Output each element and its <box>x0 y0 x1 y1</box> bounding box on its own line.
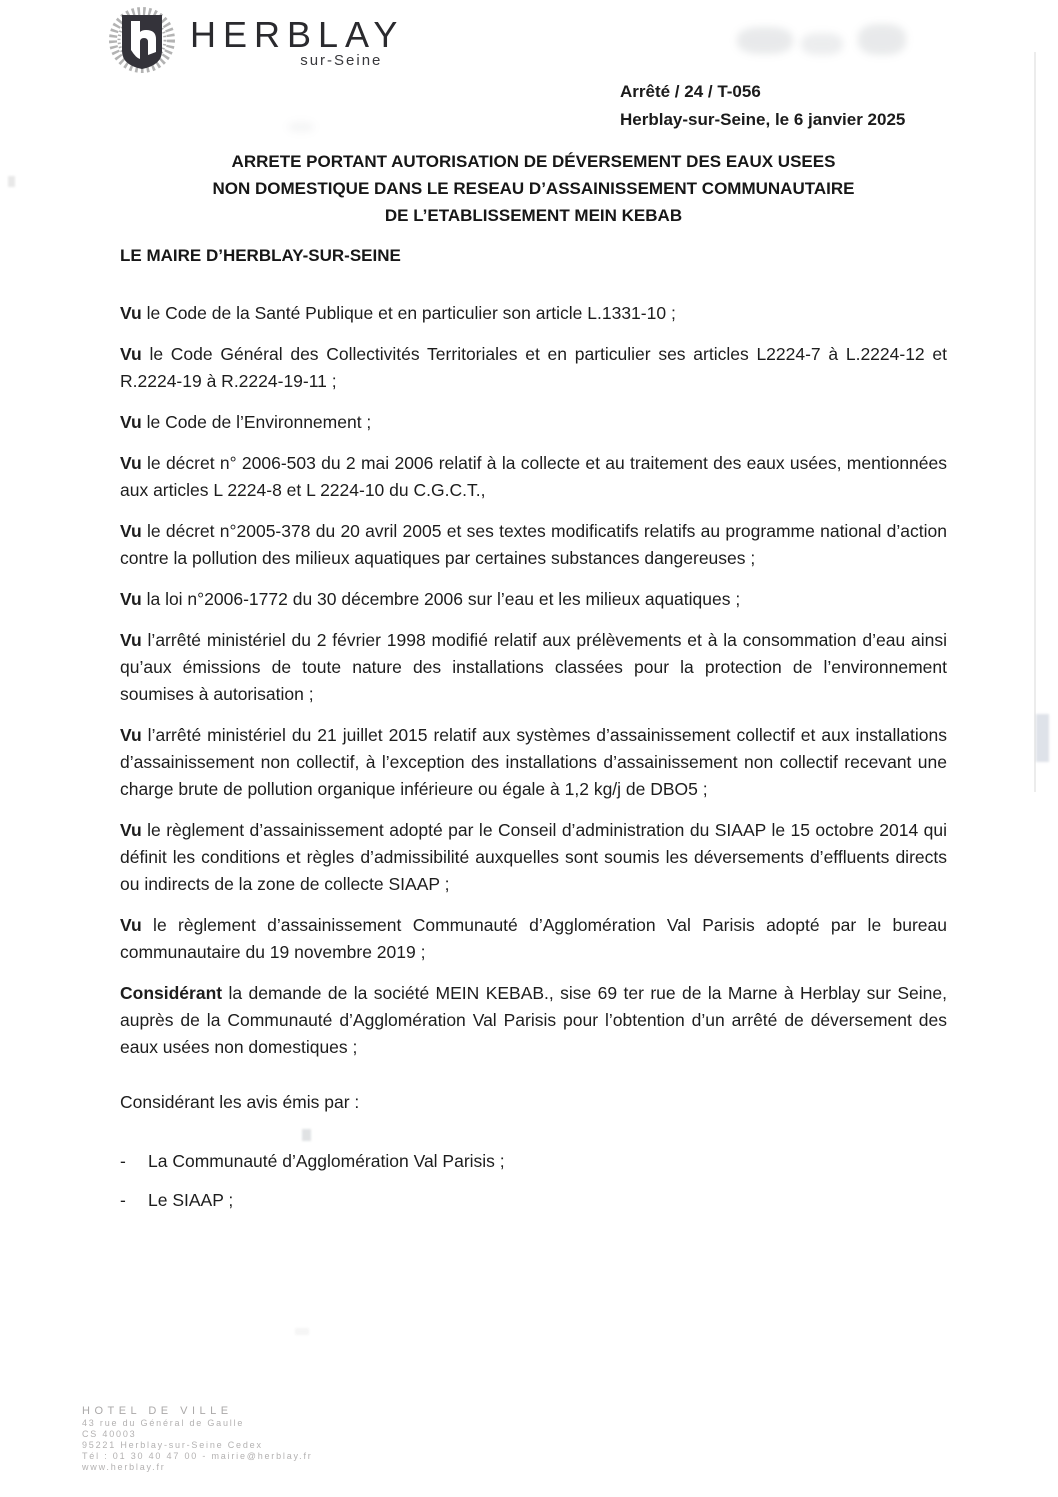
footer-line: Tél : 01 30 40 47 00 - mairie@herblay.fr <box>82 1451 313 1461</box>
paragraph-lead: Vu <box>120 303 142 323</box>
body-paragraph: Vu la loi n°2006-1772 du 30 décembre 2006 sur l’eau et les milieux aquatiques ; <box>120 589 741 609</box>
title-line: DE L’ETABLISSEMENT MEIN KEBAB <box>384 206 683 225</box>
title-line: NON DOMESTIQUE DANS LE RESEAU D’ASSAINISSEMENT COMMUNAUTAIRE <box>212 179 855 198</box>
place-and-date: Herblay-sur-Seine, le 6 janvier 2025 <box>620 110 906 129</box>
paragraph-lead: Vu <box>120 630 142 650</box>
paragraph-lead: Considérant <box>120 983 223 1003</box>
footer-line: CS 40003 <box>82 1429 137 1439</box>
footer-line: 43 rue du Général de Gaulle <box>82 1418 245 1428</box>
body-paragraph: Vu le Code de la Santé Publique et en particulier son article L.1331-10 ; <box>120 303 676 323</box>
body-paragraph: Vu l’arrêté ministériel du 21 juillet 2015 relatif aux systèmes d’assainissement collectif et aux installations d’assainissement non collectif, à l’exception des installations d’assainissement non collectif recevant une charge brute de pollution organique inférieure ou égale à 1,2 kg/j de DBO5 ; <box>120 725 947 799</box>
scan-smudge <box>858 24 906 55</box>
paragraph-lead: Vu <box>120 725 142 745</box>
opinion-list <box>120 1148 947 1214</box>
scan-speck <box>8 176 15 187</box>
document-title <box>120 148 947 229</box>
scan-smudge <box>288 122 314 132</box>
paragraph-lead: Vu <box>120 344 142 364</box>
body-paragraph: Vu le Code de l’Environnement ; <box>120 412 372 432</box>
paragraph-lead: Vu <box>120 820 142 840</box>
city-crest-icon <box>106 6 182 74</box>
paragraph-lead: Vu <box>120 915 142 935</box>
body-paragraph: Vu le décret n°2005-378 du 20 avril 2005 et ses textes modificatifs relatifs au programme national d’action contre la pollution des milieux aquatiques par certaines substances dangereuses ; <box>120 521 947 568</box>
city-logo-text <box>190 16 404 69</box>
document-body <box>120 300 947 1226</box>
footer-address-block <box>82 1406 313 1473</box>
paragraph-lead: Vu <box>120 521 142 541</box>
scan-edge-smudge <box>1036 714 1049 762</box>
issuer-line: LE MAIRE D’HERBLAY-SUR-SEINE <box>120 246 401 265</box>
paragraph-lead: Vu <box>120 589 142 609</box>
body-paragraph: Vu le règlement d’assainissement Communauté d’Agglomération Val Parisis adopté par le bureau communautaire du 19 novembre 2019 ; <box>120 915 947 962</box>
opinion-item: - La Communauté d’Agglomération Val Parisis ; <box>120 1148 947 1175</box>
footer-title: HOTEL DE VILLE <box>82 1405 233 1417</box>
recitals <box>120 300 947 1061</box>
scan-smudge <box>737 27 793 54</box>
title-line: ARRETE PORTANT AUTORISATION DE DÉVERSEMENT DES EAUX USEES <box>231 152 836 171</box>
reference-block <box>620 78 905 134</box>
city-logo <box>106 6 404 74</box>
decree-reference: Arrêté / 24 / T-056 <box>620 82 761 101</box>
body-paragraph: Vu le règlement d’assainissement adopté par le Conseil d’administration du SIAAP le 15 octobre 2014 qui définit les conditions et règles d’admissibilité auxquelles sont soumis les déversements d’effluents directs ou indirects de la zone de collecte SIAAP ; <box>120 820 947 894</box>
opinion-item: - Le SIAAP ; <box>120 1187 947 1214</box>
scan-smudge <box>801 33 843 55</box>
paragraph-lead: Vu <box>120 412 142 432</box>
body-paragraph: Vu le Code Général des Collectivités Territoriales et en particulier ses articles L2224-7 à L.2224-12 et R.2224-19 à R.2224-19-11 ; <box>120 344 947 391</box>
scan-speck <box>295 1328 309 1335</box>
footer-line: www.herblay.fr <box>82 1462 166 1472</box>
body-paragraph: Vu le décret n° 2006-503 du 2 mai 2006 relatif à la collecte et au traitement des eaux usées, mentionnées aux articles L 2224-8 et L 2224-10 du C.G.C.T., <box>120 453 947 500</box>
body-paragraph: Vu l’arrêté ministériel du 2 février 1998 modifié relatif aux prélèvements et à la consommation d’eau ainsi qu’aux émissions de toute nature des installations classées pour la protection de l’environnement soumises à autorisation ; <box>120 630 947 704</box>
city-subtitle: sur-Seine <box>300 52 383 69</box>
footer-line: 95221 Herblay-sur-Seine Cedex <box>82 1440 263 1450</box>
scan-edge-line <box>1034 52 1036 792</box>
considering-intro: Considérant les avis émis par : <box>120 1092 360 1112</box>
body-paragraph: Considérant la demande de la société MEIN KEBAB., sise 69 ter rue de la Marne à Herblay sur Seine, auprès de la Communauté d’Agglomération Val Parisis pour l’obtention d’un arrêté de déversement des eaux usées non domestiques ; <box>120 983 947 1057</box>
city-name: HERBLAY <box>190 14 405 55</box>
paragraph-lead: Vu <box>120 453 142 473</box>
